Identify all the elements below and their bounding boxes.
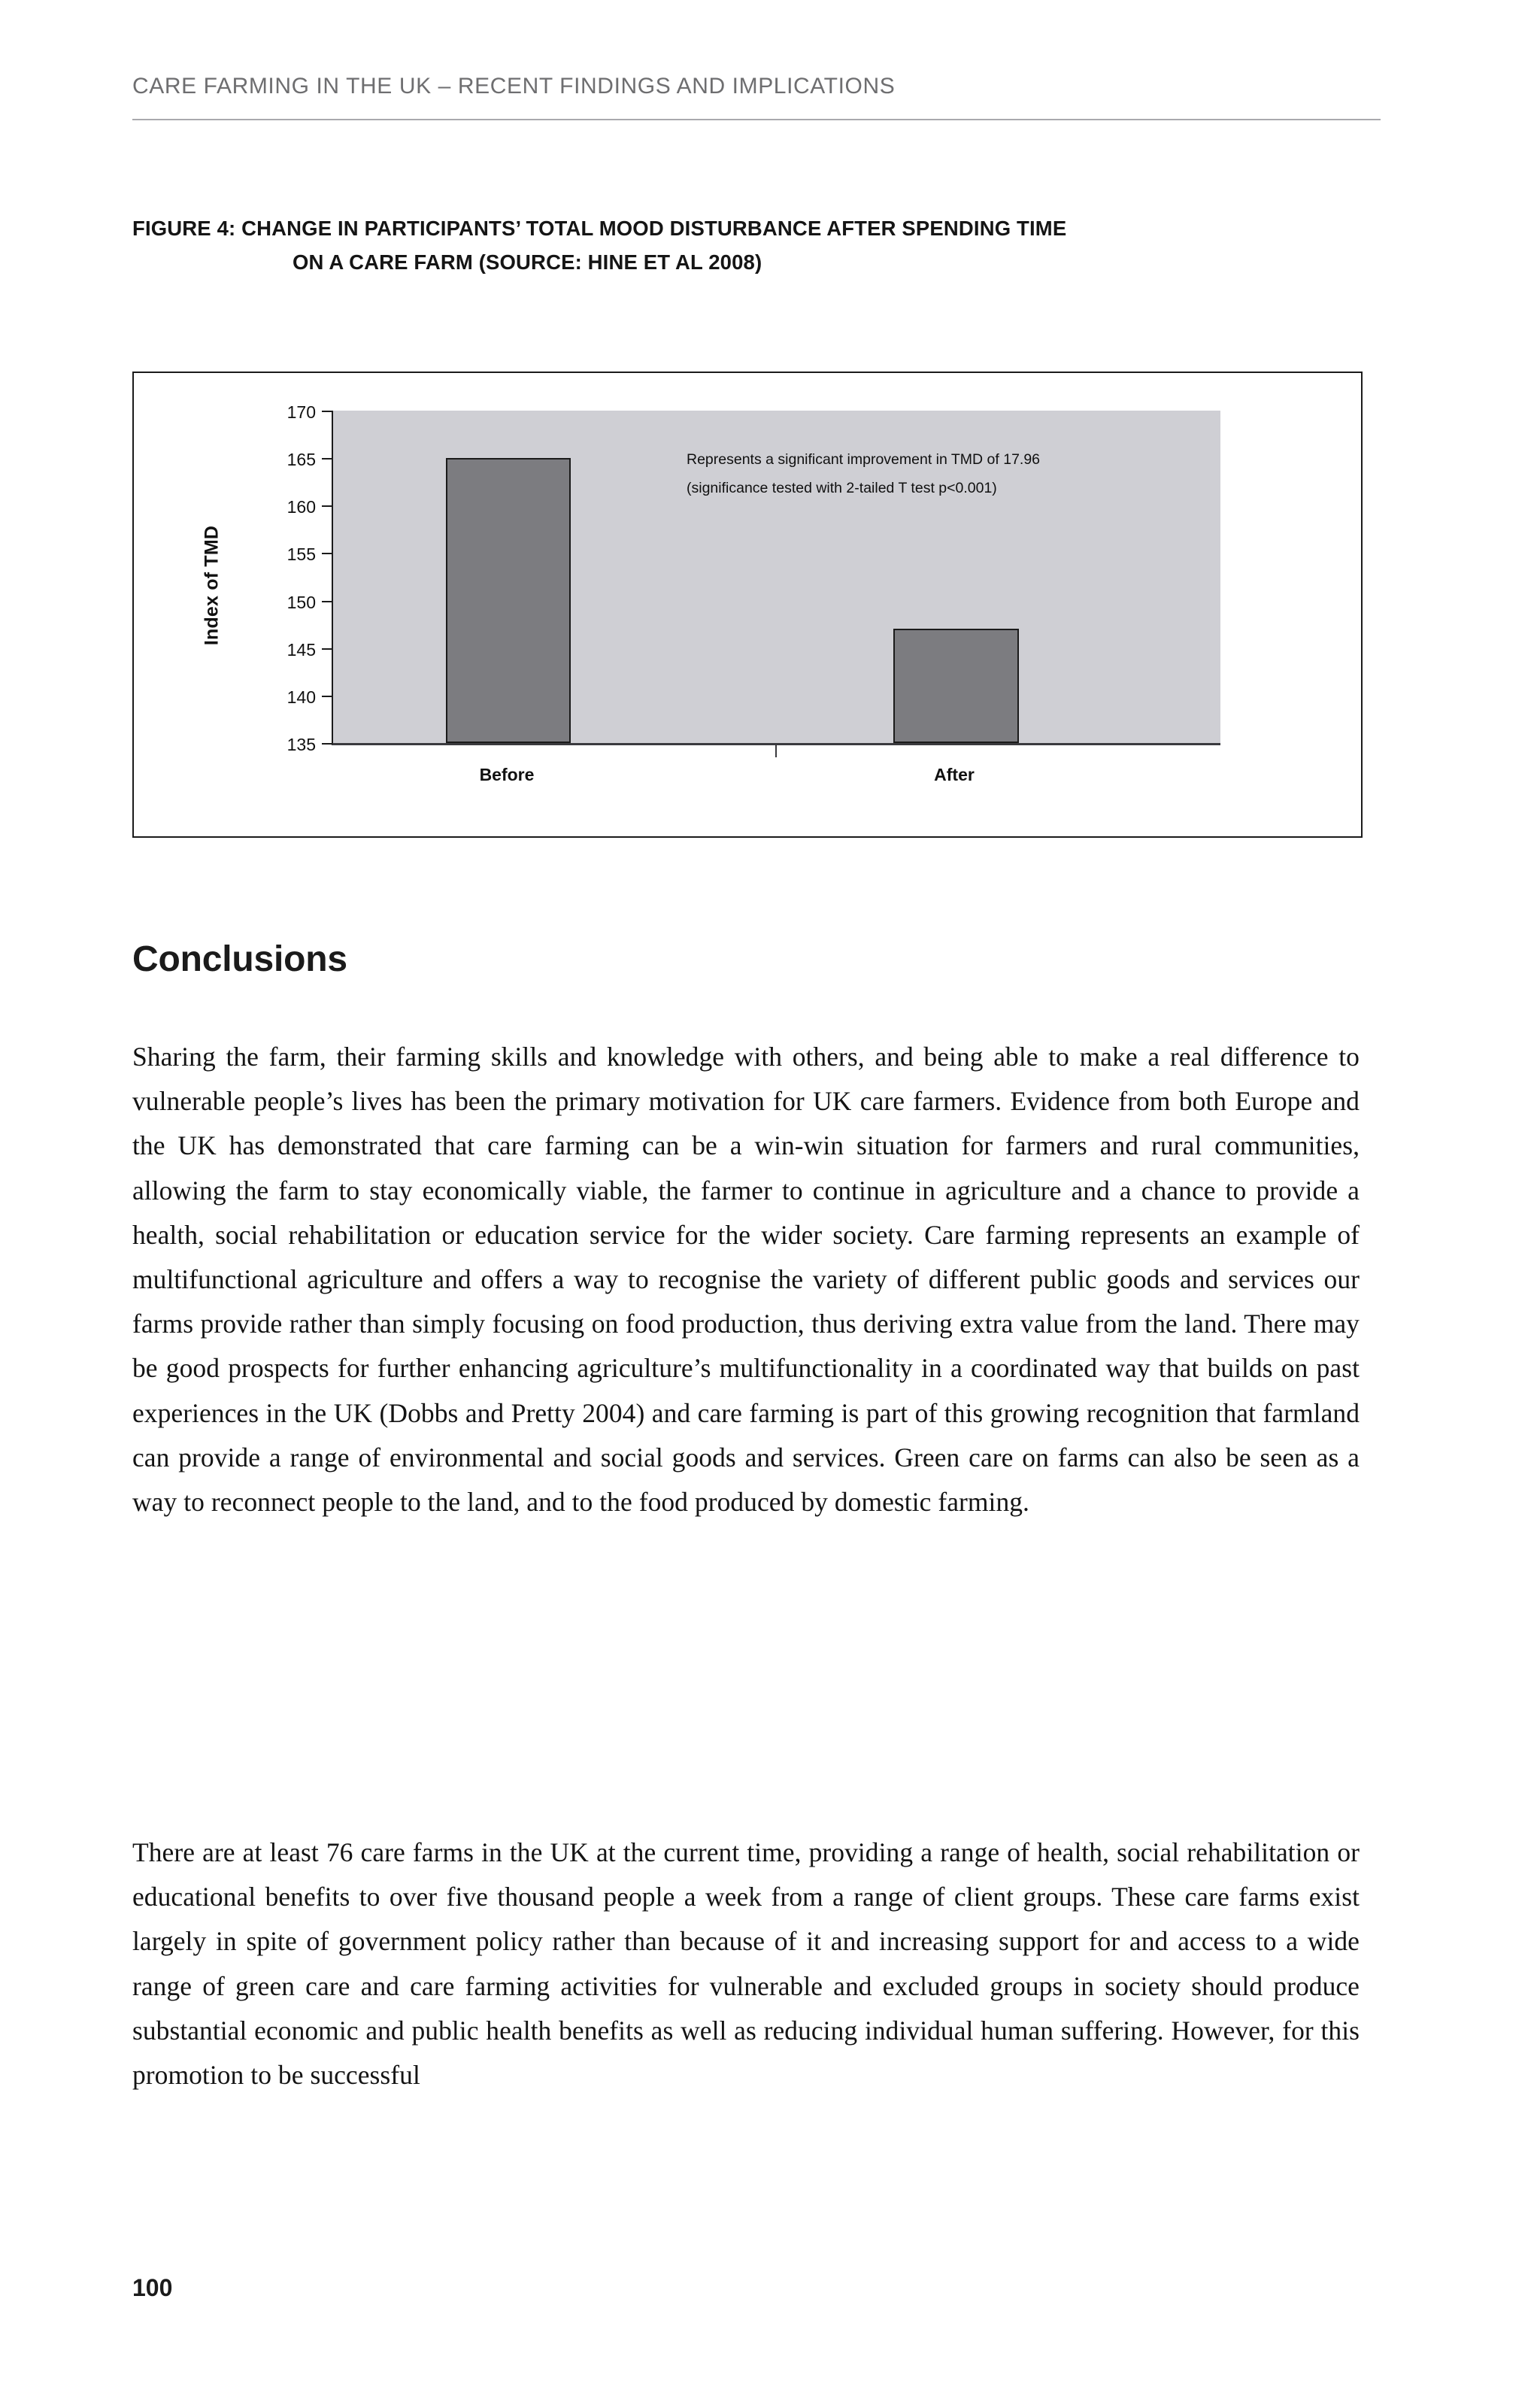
running-title: CARE FARMING IN THE UK – RECENT FINDINGS AND IMPLICATIONS	[132, 74, 896, 99]
y-tick-label: 165	[286, 450, 316, 469]
figure-caption-line-1: FIGURE 4: CHANGE IN PARTICIPANTS’ TOTAL MOOD DISTURBANCE AFTER SPENDING TIME	[132, 217, 1067, 240]
y-tick-label: 140	[286, 687, 316, 707]
figure-frame	[132, 372, 1363, 838]
y-tick-mark	[322, 601, 332, 602]
y-tick-label: 155	[286, 544, 316, 564]
y-tick-label: 135	[286, 735, 316, 754]
y-tick-label: 160	[286, 497, 316, 517]
page-number: 100	[132, 2274, 173, 2301]
figure-caption	[132, 212, 1396, 279]
body-paragraph: Sharing the farm, their farming skills and knowledge with others, and being able to make a real difference to vulnerable people’s lives has been the primary motivation for UK care farmers. Evidence from both Europe and the UK has demonstrated that care farming can be a win-win situation for farmers and rural communities, allowing the farm to stay economically viable, the farmer to continue in agriculture and a chance to provide a health, social rehabilitation or education service for the wider society. Care farming represents an example of multifunctional agriculture and offers a way to recognise the variety of different public goods and services our farms provide rather than simply focusing on food production, thus deriving extra value from the land. There may be good prospects for further enhancing agriculture’s multifunctionality in a coordinated way that builds on past experiences in the UK (Dobbs and Pretty 2004) and care farming is part of this growing recognition that farmland can provide a range of environmental and social goods and services. Green care on farms can also be seen as a way to reconnect people to the land, and to the food produced by domestic farming.	[132, 1042, 1360, 1518]
bar-before[interactable]	[446, 458, 571, 743]
y-tick-label: 170	[286, 402, 316, 422]
x-tick-label-before: Before	[479, 765, 535, 784]
chart-annotation-line-1: Represents a significant improvement in TMD of 17.96	[687, 451, 1041, 468]
y-tick-mark	[322, 648, 332, 650]
chart-annotation	[687, 445, 1168, 502]
x-tick-mark	[775, 745, 777, 757]
y-tick-mark	[322, 505, 332, 507]
y-axis-title: Index of TMD	[201, 525, 223, 646]
y-tick-mark	[322, 411, 332, 412]
y-tick-mark	[322, 743, 332, 745]
y-tick-mark	[322, 696, 332, 697]
figure-caption-line-2: ON A CARE FARM (SOURCE: HINE ET AL 2008)	[293, 250, 762, 274]
y-tick-label: 145	[286, 640, 316, 660]
y-tick-label: 150	[286, 593, 316, 612]
x-axis	[332, 745, 1220, 798]
y-tick-mark	[322, 553, 332, 554]
body-paragraph: There are at least 76 care farms in the UK at the current time, providing a range of health, social rehabilitation or educational benefits to over five thousand people a week from a range of client groups. These care farms exist largely in spite of government policy rather than because of it and increasing support for and access to a wide range of green care and care farming activities for vulnerable and excluded groups in society should produce substantial economic and public health benefits as well as reducing individual human suffering. However, for this promotion to be successful	[132, 1837, 1360, 2091]
chart-annotation-line-2: (significance tested with 2-tailed T test p<0.001)	[687, 480, 997, 497]
bar-after[interactable]	[893, 629, 1019, 743]
section-heading-conclusions: Conclusions	[132, 939, 347, 979]
y-axis-tick-labels	[254, 373, 316, 836]
bar-chart	[134, 373, 1361, 836]
y-tick-mark	[322, 458, 332, 459]
page-running-header	[132, 74, 1381, 99]
x-tick-label-after: After	[934, 765, 975, 784]
header-divider	[132, 119, 1381, 120]
plot-area	[332, 411, 1220, 745]
